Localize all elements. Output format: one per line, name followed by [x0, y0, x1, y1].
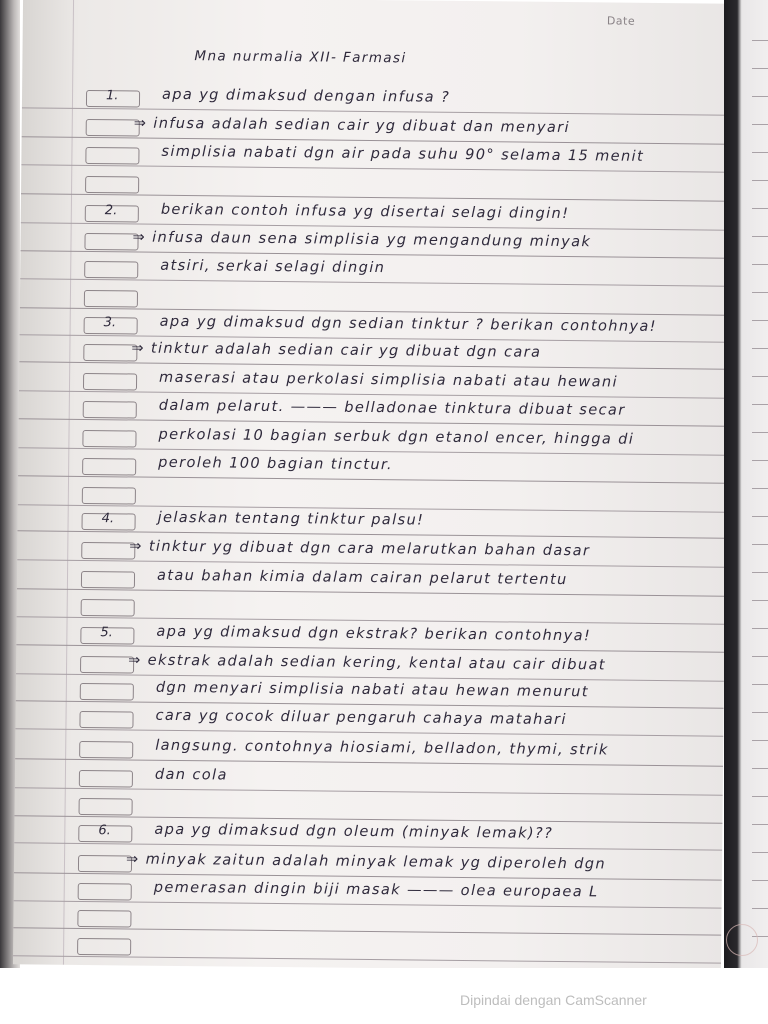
question-number: 4. — [101, 511, 115, 527]
ruled-line — [18, 475, 726, 483]
ruled-line — [20, 307, 728, 315]
margin-box — [82, 487, 136, 505]
right-ruled-line — [752, 628, 768, 629]
answer-line: dalam pelarut. ——— belladonae tinktura dibuat secar — [158, 397, 626, 419]
question-text: apa yg dimaksud dgn sedian tinktur ? berikan contohnya! — [159, 313, 658, 335]
margin-box — [79, 741, 133, 759]
margin-box — [82, 458, 136, 476]
ruled-line — [20, 250, 728, 258]
answer-line: maserasi atau perkolasi simplisia nabati atau hewani — [159, 369, 619, 391]
margin-line — [63, 0, 74, 965]
answer-line: ⇒ infusa adalah sedian cair yg dibuat dan menyari — [133, 115, 571, 137]
right-ruled-line — [752, 684, 768, 685]
margin-box — [80, 656, 134, 674]
answer-line: pemerasan dingin biji masak ——— olea europaea L — [153, 879, 599, 901]
margin-box — [81, 542, 135, 560]
ruled-line — [20, 334, 728, 342]
right-ruled-line — [752, 124, 768, 125]
right-ruled-line — [752, 236, 768, 237]
ruled-line — [14, 842, 722, 850]
ruled-line — [15, 728, 723, 736]
ruled-line — [14, 900, 722, 908]
right-ruled-line — [752, 908, 768, 909]
answer-line: simplisia nabati dgn air pada suhu 90° selama 15 menit — [161, 143, 645, 165]
ruled-line — [15, 787, 723, 795]
ruled-line — [17, 530, 725, 538]
answer-line: dgn menyari simplisia nabati atau hewan menurut — [155, 679, 589, 701]
ruled-line — [22, 136, 730, 144]
margin-box — [86, 119, 140, 137]
right-ruled-line — [752, 264, 768, 265]
answer-line: atsiri, serkai selagi dingin — [160, 257, 386, 277]
margin-box — [84, 290, 138, 308]
margin-box — [78, 855, 132, 873]
answer-line: langsung. contohnya hiosiami, belladon, thymi, strik — [155, 737, 609, 759]
header-name: Mna nurmalia XII- Farmasi — [194, 48, 407, 67]
right-ruled-line — [752, 880, 768, 881]
answer-line: ⇒ infusa daun sena simplisia yg mengandung minyak — [132, 229, 592, 251]
right-ruled-line — [752, 516, 768, 517]
margin-box — [80, 683, 134, 701]
right-ruled-line — [752, 152, 768, 153]
right-ruled-line — [752, 460, 768, 461]
margin-box — [77, 910, 131, 928]
ruled-line — [21, 222, 729, 230]
ruled-line — [13, 955, 721, 963]
right-ruled-line — [752, 180, 768, 181]
ruled-line — [19, 418, 727, 426]
right-ruled-line — [752, 768, 768, 769]
answer-line: atau bahan kimia dalam cairan pelarut tertentu — [156, 567, 568, 589]
question-number: 3. — [103, 315, 117, 331]
question-number: 5. — [100, 625, 113, 641]
ruled-line — [15, 815, 723, 823]
ruled-line — [16, 644, 724, 652]
answer-line: perkolasi 10 bagian serbuk dgn etanol encer, hingga di — [158, 426, 635, 448]
question-number: 2. — [104, 203, 118, 219]
margin-box — [79, 711, 133, 729]
question-text: apa yg dimaksud dengan infusa ? — [161, 86, 451, 106]
margin-box — [81, 599, 135, 617]
right-ruled-line — [752, 376, 768, 377]
right-ruled-line — [752, 544, 768, 545]
date-label: Date — [606, 14, 636, 28]
right-ruled-line — [752, 432, 768, 433]
right-ruled-line — [752, 96, 768, 97]
answer-line: ⇒ tinktur yg dibuat dgn cara melarutkan bahan dasar — [129, 538, 591, 560]
right-ruled-line — [752, 488, 768, 489]
right-ruled-line — [752, 572, 768, 573]
margin-box — [84, 261, 138, 279]
question-number: 1. — [105, 88, 119, 104]
ruled-line — [22, 107, 730, 115]
bottom-margin — [0, 968, 768, 1024]
answer-line: dan cola — [154, 766, 228, 784]
right-ruled-line — [752, 712, 768, 713]
ruled-line — [15, 758, 723, 766]
question-number: 6. — [98, 823, 111, 839]
margin-box — [77, 938, 131, 956]
ruled-line — [16, 673, 724, 681]
margin-box — [85, 176, 139, 194]
margin-box — [82, 430, 136, 448]
margin-box — [78, 883, 132, 901]
answer-line: ⇒ minyak zaitun adalah minyak lemak yg diperoleh dgn — [125, 851, 607, 873]
right-ruled-line — [752, 208, 768, 209]
margin-box — [79, 770, 133, 788]
ruled-line — [18, 447, 726, 455]
ruled-line — [17, 588, 725, 596]
question-text: apa yg dimaksud dgn ekstrak? berikan contohnya! — [156, 623, 592, 645]
ruled-line — [20, 278, 728, 286]
ruled-line — [19, 361, 727, 369]
right-ruled-line — [752, 824, 768, 825]
question-text: berikan contoh infusa yg disertai selagi dingin! — [160, 201, 570, 223]
camscanner-watermark: Dipindai dengan CamScanner — [460, 992, 647, 1008]
ruled-line — [21, 193, 729, 201]
ruled-line — [17, 616, 725, 624]
answer-line: cara yg cocok diluar pengaruh cahaya matahari — [155, 707, 567, 729]
ruled-line — [19, 390, 727, 398]
answer-line: peroleh 100 bagian tinctur. — [158, 454, 394, 474]
ruled-line — [13, 927, 721, 935]
answer-line: ⇒ ekstrak adalah sedian kering, kental atau cair dibuat — [128, 652, 606, 674]
ruled-line — [16, 700, 724, 708]
ruled-line — [17, 559, 725, 567]
question-text: apa yg dimaksud dgn oleum (minyak lemak)?? — [154, 821, 554, 842]
ruled-lines — [23, 0, 731, 4]
right-ruled-line — [752, 656, 768, 657]
right-ruled-line — [752, 292, 768, 293]
ruled-line — [14, 872, 722, 880]
margin-box — [85, 147, 139, 165]
page-edge-right — [724, 0, 768, 968]
right-ruled-line — [752, 740, 768, 741]
ruled-line — [21, 164, 729, 172]
right-ruled-line — [752, 68, 768, 69]
margin-box — [81, 571, 135, 589]
margin-box — [83, 401, 137, 419]
notebook-page — [13, 0, 731, 972]
question-text: jelaskan tentang tinktur palsu! — [157, 509, 425, 529]
answer-line: ⇒ tinktur adalah sedian cair yg dibuat dgn cara — [131, 340, 542, 361]
scanner-stamp-icon — [726, 924, 758, 956]
right-ruled-line — [752, 348, 768, 349]
margin-box — [79, 798, 133, 816]
right-ruled-line — [752, 40, 768, 41]
right-ruled-line — [752, 796, 768, 797]
right-ruled-line — [752, 600, 768, 601]
margin-box — [84, 233, 138, 251]
margin-box — [83, 344, 137, 362]
right-ruled-line — [752, 320, 768, 321]
margin-box — [83, 373, 137, 391]
right-ruled-line — [752, 852, 768, 853]
right-ruled-line — [752, 404, 768, 405]
